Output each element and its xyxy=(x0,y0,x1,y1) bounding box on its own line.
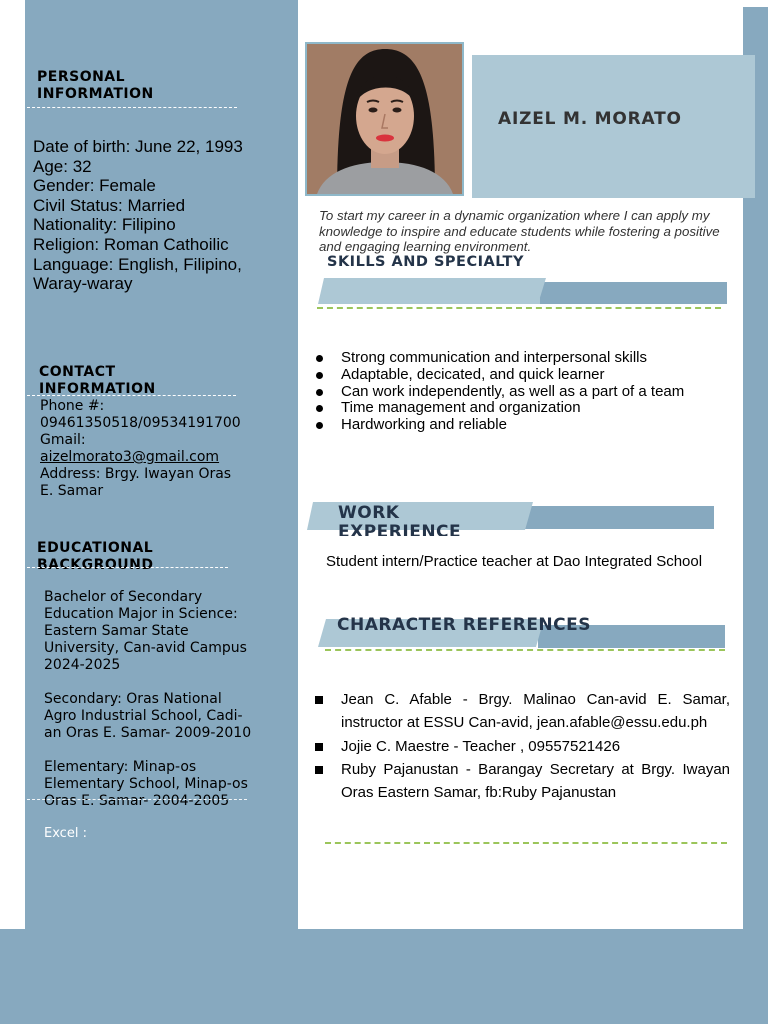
excel-label: Excel : xyxy=(44,826,87,841)
elementary-divider xyxy=(27,799,247,800)
reference-item: Jojie C. Maestre - Teacher , 09557521426 xyxy=(314,735,730,758)
education-heading-line2: BACKGROUND xyxy=(37,557,154,573)
skill-item: Can work independently, as well as a part of a team xyxy=(314,384,724,401)
edu-line: University, Can-avid Campus xyxy=(44,640,247,656)
education-secondary xyxy=(44,691,294,742)
personal-line: Gender: Female xyxy=(33,176,156,196)
education-list xyxy=(44,589,294,810)
edu-line: 2024-2025 xyxy=(44,657,121,673)
education-tertiary xyxy=(44,589,294,674)
career-objective: To start my career in a dynamic organization where I can apply my knowledge to inspire and educate students while fostering a positive and engaging learning environment. xyxy=(319,208,720,254)
personal-line: Language: English, Filipino, xyxy=(33,254,242,274)
education-divider xyxy=(27,567,228,568)
edu-line: Agro Industrial School, Cadi- xyxy=(44,708,243,724)
personal-info-list xyxy=(33,137,295,294)
skills-divider xyxy=(317,307,721,309)
edu-line: Eastern Samar State xyxy=(44,623,189,639)
edu-line: Secondary: Oras National xyxy=(44,691,222,707)
edu-line: Bachelor of Secondary xyxy=(44,589,203,605)
personal-info-heading xyxy=(37,69,154,103)
personal-line: Religion: Roman Cathoilic xyxy=(33,234,229,254)
personal-info-heading-line2: INFORMATION xyxy=(37,86,154,102)
edu-line: an Oras E. Samar- 2009-2010 xyxy=(44,725,252,741)
reference-item: Jean C. Afable - Brgy. Malinao Can-avid E. Samar, instructor at ESSU Can-avid, jean.afable@essu.edu.ph xyxy=(314,688,730,734)
personal-line: Age: 32 xyxy=(33,156,92,176)
portrait-image xyxy=(307,44,462,194)
contact-info-heading xyxy=(39,364,156,393)
phone-number: 09461350518/09534191700 xyxy=(40,415,241,431)
education-heading-line1: EDUCATIONAL xyxy=(37,540,154,556)
skills-title: SKILLS AND SPECIALTY xyxy=(327,254,524,270)
contact-heading-line2: INFORMATION xyxy=(39,381,156,393)
work-title-line2: EXPERIENCE xyxy=(338,522,462,536)
personal-line: Nationality: Filipino xyxy=(33,215,176,235)
skills-banner xyxy=(318,276,728,306)
work-title xyxy=(338,504,461,536)
references-list xyxy=(314,688,730,805)
work-title-line1: WORK xyxy=(338,504,400,523)
education-elementary xyxy=(44,759,294,810)
skill-item: Time management and organization xyxy=(314,400,724,417)
personal-line: Waray-waray xyxy=(33,274,133,294)
personal-line: Civil Status: Married xyxy=(33,195,186,215)
edu-line: Elementary: Minap-os xyxy=(44,759,197,775)
bottom-band xyxy=(0,929,768,1024)
edu-line: Education Major in Science: xyxy=(44,606,238,622)
contact-divider xyxy=(27,395,236,396)
phone-label: Phone #: xyxy=(40,398,105,414)
personal-divider xyxy=(27,107,237,108)
references-title: CHARACTER REFERENCES xyxy=(337,615,591,635)
full-name: AIZEL M. MORATO xyxy=(498,109,682,129)
personal-line: Date of birth: June 22, 1993 xyxy=(33,137,243,156)
work-item: Student intern/Practice teacher at Dao Integrated School xyxy=(326,553,703,570)
skill-item: Strong communication and interpersonal skills xyxy=(314,350,724,367)
address-line-2: E. Samar xyxy=(40,483,104,499)
skill-item: Adaptable, decicated, and quick learner xyxy=(314,367,724,384)
references-divider xyxy=(325,649,725,651)
address-line-1: Address: Brgy. Iwayan Oras xyxy=(40,466,232,482)
profile-photo xyxy=(305,42,464,196)
skill-item: Hardworking and reliable xyxy=(314,417,724,434)
contact-heading-line1: CONTACT xyxy=(39,364,116,380)
education-heading xyxy=(37,540,154,574)
gmail-label: Gmail: xyxy=(40,432,86,448)
bottom-divider xyxy=(325,842,727,844)
edu-line: Oras E. Samar- 2004-2005 xyxy=(44,793,230,809)
personal-info-heading-line1: PERSONAL xyxy=(37,69,126,85)
reference-item: Ruby Pajanustan - Barangay Secretary at Brgy. Iwayan Oras Eastern Samar, fb:Ruby Pajanustan xyxy=(314,758,730,804)
edu-line: Elementary School, Minap-os xyxy=(44,776,248,792)
contact-info-list xyxy=(40,398,290,500)
email-link[interactable]: aizelmorato3@gmail.com xyxy=(40,449,220,465)
skills-list xyxy=(314,350,724,434)
